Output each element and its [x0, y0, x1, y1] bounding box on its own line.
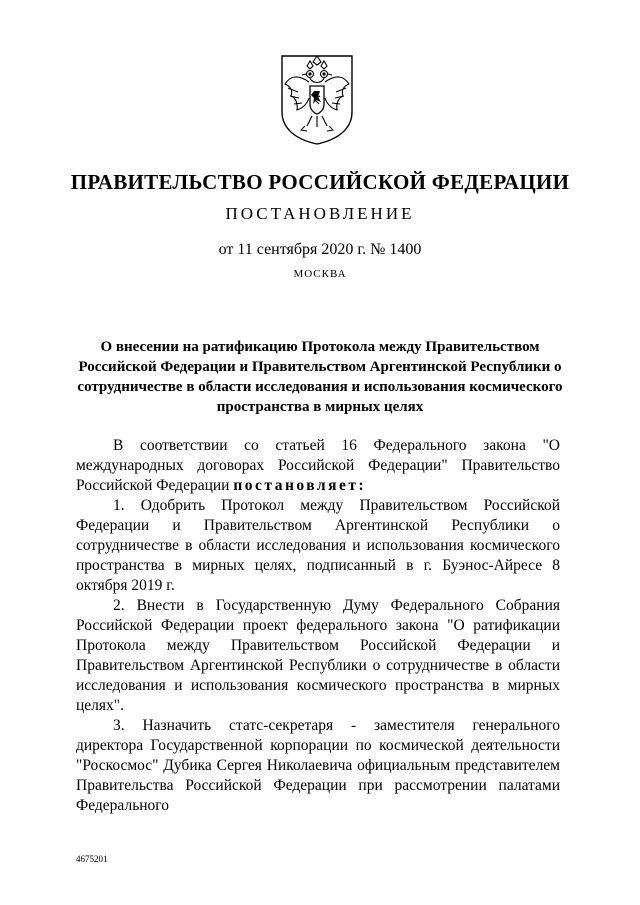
paragraph-2: 2. Внести в Государственную Думу Федерального Собрания Российской Федерации проект федерального закона "О ратификации Протокола между Правительством Российской Федерации и Правительством Аргентинской Республики о сотрудничестве в области исследования и использования космического пространства в мирных целях".: [76, 597, 560, 714]
document-type: ПОСТАНОВЛЕНИЕ: [225, 204, 415, 223]
document-number: 4675201: [76, 854, 108, 864]
paragraph-3: 3. Назначить статс-секретаря - заместителя генерального директора Государственной корпорации по космической деятельности "Роскосмос" Дубика Сергея Николаевича официальным представителем Правительства Российской Федерации при рассмотрении палатами Федерального: [76, 717, 560, 814]
intro-paragraph: [76, 436, 560, 496]
paragraph-1: 1. Одобрить Протокол между Правительством Российской Федерации и Правительством Аргентинской Республики о сотрудничестве в области исследования и использования космического пространства в мирных целях, подписанный в г. Буэнос-Айресе 8 октября 2019 г.: [76, 497, 560, 594]
decree-subject: О внесении на ратификацию Протокола между Правительством Российской Федерации и Правительством Аргентинской Республики о сотрудничестве в области исследования и использования космического пространства в мирных целях: [77, 339, 563, 415]
decree-body: [76, 436, 560, 816]
decree-action-word: постановляет:: [233, 477, 367, 494]
intro-text: В соответствии со статьей 16 Федерального закона "О международных договорах Российской Федерации" Правительство Российской Федерации: [76, 437, 560, 494]
coat-of-arms-icon: [276, 52, 358, 146]
city: МОСКВА: [293, 268, 347, 280]
date-number-line: от 11 сентября 2020 г. № 1400: [218, 241, 422, 258]
government-title: ПРАВИТЕЛЬСТВО РОССИЙСКОЙ ФЕДЕРАЦИИ: [70, 170, 570, 194]
